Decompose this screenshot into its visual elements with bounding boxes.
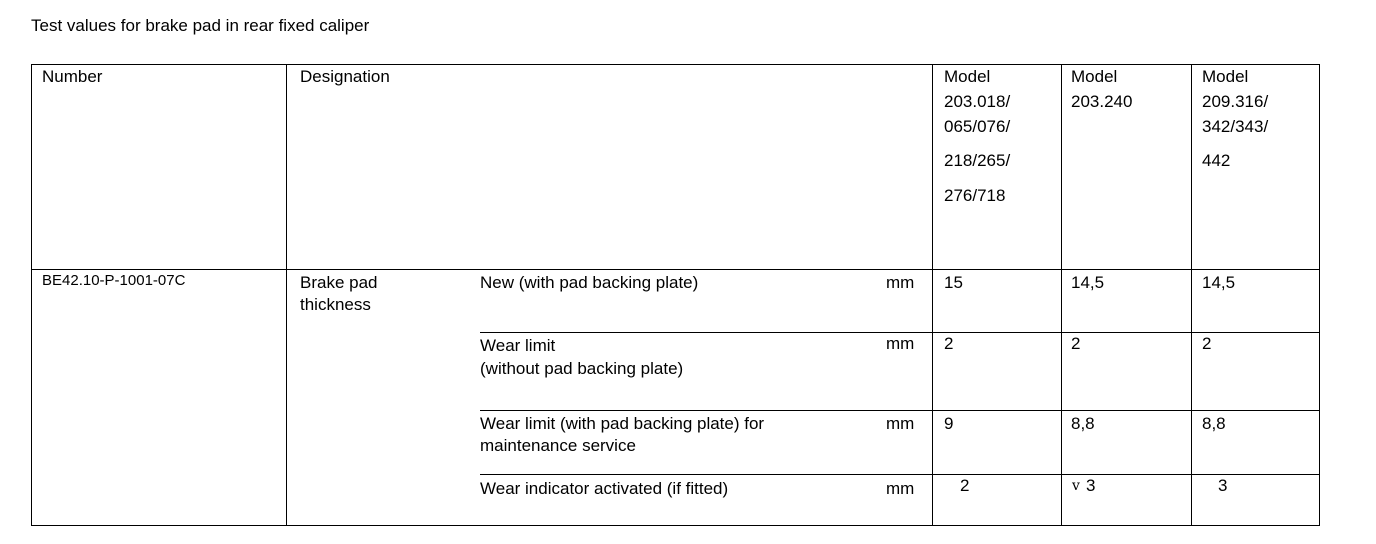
- table-bottom-border: [31, 525, 1320, 526]
- model-2-column-divider: [1191, 64, 1192, 526]
- subrow-value-model-3: 14,5: [1202, 273, 1236, 292]
- subrow-unit: mm: [886, 414, 915, 433]
- subrow-label: Wear limit: [480, 336, 556, 355]
- subrow-value-model-2: 14,5: [1071, 273, 1105, 292]
- header-model-1-line2: 203.018/: [944, 92, 1011, 111]
- header-model-1-line4: 218/265/: [944, 151, 1011, 170]
- row-designation-line2: thickness: [300, 295, 371, 314]
- header-model-1-line1: Model: [944, 67, 991, 86]
- header-model-2-line2: 203.240: [1071, 92, 1133, 111]
- header-model-3-line1: Model: [1202, 67, 1249, 86]
- model-1-column-divider: [1061, 64, 1062, 526]
- header-number: Number: [42, 67, 103, 86]
- subrow-label-continued: maintenance service: [480, 436, 636, 455]
- subrow-value-model-1: 2: [944, 334, 954, 353]
- designation-column-divider: [932, 64, 933, 526]
- table-top-border: [31, 64, 1320, 65]
- number-column-divider: [286, 64, 287, 526]
- header-model-1-line3: 065/076/: [944, 117, 1011, 136]
- subrow-unit: mm: [886, 479, 915, 498]
- subrow-value-model-3: 3: [1218, 476, 1228, 495]
- subrow-value-model-1: 15: [944, 273, 963, 292]
- table-right-border: [1319, 64, 1320, 526]
- subrow-value-model-2: 8,8: [1071, 414, 1095, 433]
- subrow-value-model-1: 9: [944, 414, 954, 433]
- subrow-2-divider: [480, 410, 1320, 411]
- header-model-1-line5: 276/718: [944, 186, 1006, 205]
- subrow-label-continued: (without pad backing plate): [480, 359, 684, 378]
- subrow-label: New (with pad backing plate): [480, 273, 699, 292]
- header-model-3-line2: 209.316/: [1202, 92, 1269, 111]
- header-designation: Designation: [300, 67, 390, 86]
- subrow-value-model-3: 8,8: [1202, 414, 1226, 433]
- subrow-label: Wear limit (with pad backing plate) for: [480, 414, 765, 433]
- subrow-label: Wear indicator activated (if fitted): [480, 479, 729, 498]
- subrow-value-model-1: 2: [960, 476, 970, 495]
- page-title: Test values for brake pad in rear fixed caliper: [31, 16, 370, 35]
- header-bottom-border: [31, 269, 1320, 270]
- subrow-unit: mm: [886, 334, 915, 353]
- subrow-value-model-2: 3: [1086, 476, 1096, 495]
- row-designation-line1: Brake pad: [300, 273, 378, 292]
- header-model-2-line1: Model: [1071, 67, 1118, 86]
- check-mark-icon: v: [1072, 478, 1080, 494]
- row-number: BE42.10-P-1001-07C: [42, 272, 186, 289]
- subrow-3-divider: [480, 474, 1320, 475]
- subrow-unit: mm: [886, 273, 915, 292]
- subrow-value-model-3: 2: [1202, 334, 1212, 353]
- table-left-border: [31, 64, 32, 526]
- header-model-3-line4: 442: [1202, 151, 1231, 170]
- test-values-table: [31, 64, 1320, 526]
- header-model-3-line3: 342/343/: [1202, 117, 1269, 136]
- subrow-value-model-2: 2: [1071, 334, 1081, 353]
